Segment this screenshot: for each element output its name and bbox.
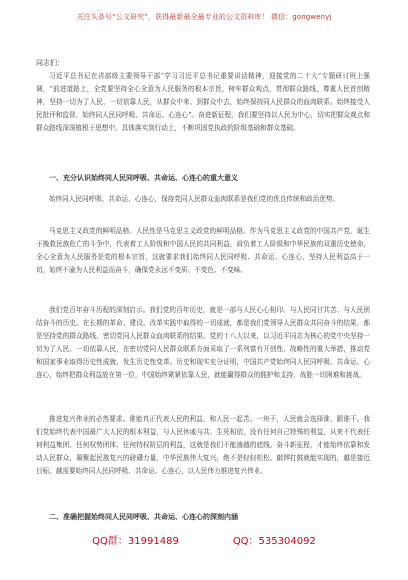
paragraph-intro: 习近平总书记在省部级主要领导干部“学习习近平总书记重要讲话精神，迎接党的二十大”专题研讨班上强调，“前进道路上，全党要坚持全心全意为人民服务的根本宗旨，树牢群众观点，贯彻群众路线，尊重人民首创精神，坚持一切为了人民、一切依靠人民，从群众中来、到群众中去，始终保持同人民群众的血肉联系。始终接受人民批评和监督，始终同人民同呼吸、共命运、心连心”。奋进新征程，我们要坚持以人民为中心，切实把群众观点和群众路线深深植根于思想中、具体落实到行动上，不断巩固党执政的阶级基础和群众基础。 [36, 72, 370, 132]
section-heading-1: 一、充分认识始终同人民同呼吸、共命运、心连心的重大意义 [49, 174, 238, 182]
qq-number: QQ：535304092 [232, 536, 316, 547]
qq-group-number: QQ群：31991489 [92, 536, 179, 547]
section-heading-2: 二、准确把握始终同人民同呼吸、共命运、心连心的深刻内涵 [49, 513, 238, 521]
paragraph-rejuvenation: 推进复兴伟业的必然要求。谁能真正代表人民的利益，和人民一起苦、一块干，人民就会选择谁、跟谁干。我们党始终代表中国最广大人民的根本利益，与人民休戚与共、生死相依，没有任何自己特殊的利益，从来不代表任何利益集团、任何权势团体、任何特权阶层的利益，这就是我们不能逾越的底线。奋斗新征程，才能始终依靠和发动人民群众，凝聚起民族复兴的磅礴力量，中华民族伟大复兴，绝不是轻轻松松、敲锣打鼓就能实现的，越是接近目标，越需要始终同人民同呼吸、共命运、心连心，以人民伟力推进复兴伟业。 [36, 415, 370, 475]
paragraph-tradition: 始终同人民同呼吸、共命运、心连心，保持党同人民群众血肉联系是我们党的优良传统和政治优势。 [49, 195, 340, 203]
salutation: 同志们： [36, 59, 64, 67]
banner-text: 关注头条号“公文研究”，获得最新最全最专业的公文资料库！ 微信：gongwenyj [76, 13, 332, 21]
footer-contact [0, 532, 408, 548]
paragraph-history: 我们党百年奋斗历程的深刻启示。我们党的百年历史，就是一部与人民心心相印、与人民同甘共苦、与人民团结奋斗的历史。在长期的革命、建设、改革实践中取得的一切成就，都是我们党领导人民群众共同奋斗的结果，都是坚持党的群众路线，密切党同人民群众血肉联系的结果。党的十八大以来，以习近平同志为核心的党中央坚持一切为了人民、一切依靠人民，在密切党同人民群众联系方面采取了一系列富有开创性、战略性的重大举措，推动党和国家事业取得历史性成就、发生历史性变革。历史和现实充分证明，中国共产党始终同人民同呼吸、共命运、心连心，始终把群众利益放在第一位，中国始终紧紧依靠人民，就能赢得群众的拥护和支持，战胜一切困难和挑战。 [36, 306, 370, 379]
paragraph-marxist: 马克思主义政党的鲜明品格。人民性是马克思主义政党的鲜明品格。作为马克思主义政党的中国共产党，诞生于挽救民族危亡的斗争中，代表着工人阶级和中国人民的共同利益，肩负着工人阶级和中华民族的双重历史使命，全心全意为人民服务是党的根本宗旨，这就要求我们始终同人民同呼吸、共命运、心连心，坚持人民利益高于一切，始终不渝为人民利益而奋斗，确保党永远不变质、不变色、不变味。 [36, 227, 370, 274]
